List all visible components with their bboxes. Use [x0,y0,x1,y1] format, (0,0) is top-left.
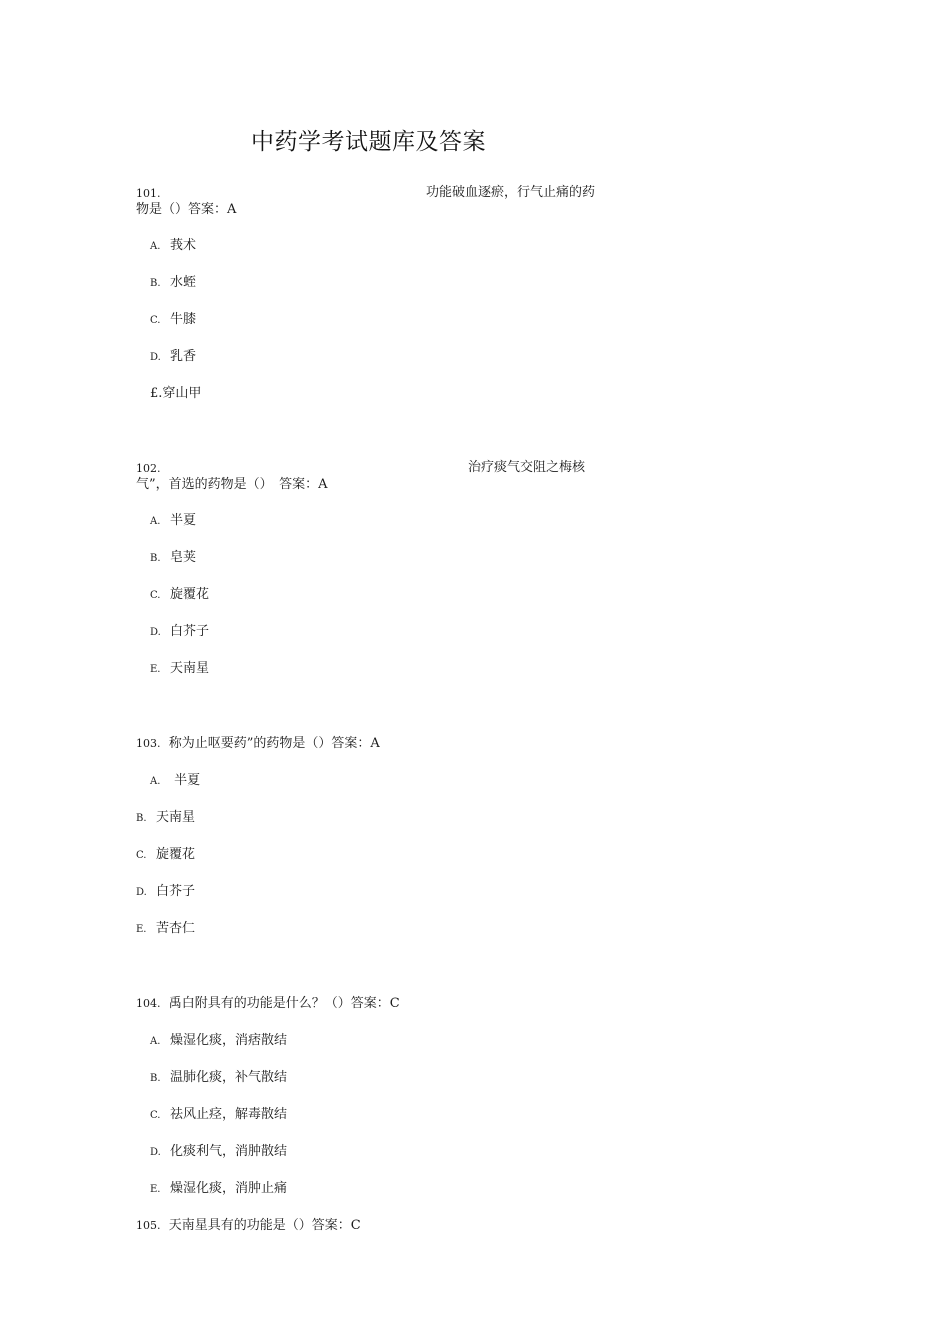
option-d: D. 白芥子 [136,884,196,899]
option-e: E. 苦杏仁 [136,921,196,936]
page-title: 中药学考试题库及答案 [251,129,486,155]
question-number: 102. [136,462,161,475]
question-number: 101. [136,187,161,200]
option-b: B. 皂荚 [150,550,197,565]
question-line: 105. 天南星具有的功能是（）答案：C [136,1218,361,1233]
option-c: C. 祛风止痉，解毒散结 [150,1107,288,1122]
question-stem-continued: 气”，首选的药物是（） 答案：A [136,477,328,492]
option-a: A. 燥湿化痰，消痞散结 [150,1033,288,1048]
option-c: C. 牛膝 [150,312,197,327]
option-a: A. 半夏 [150,773,201,788]
option-d: D. 白芥子 [150,624,210,639]
option-c: C. 旋覆花 [150,587,210,602]
question-line: 103. 称为止呕要药”的药物是（）答案：A [136,736,380,751]
option-c: C. 旋覆花 [136,847,196,862]
question-stem: 治疗痰气交阻之梅核 [468,460,586,475]
option-b: B. 温肺化痰，补气散结 [150,1070,288,1085]
option-e: E. 燥湿化痰，消肿止痛 [150,1181,288,1196]
option-b: B. 天南星 [136,810,196,825]
option-a: A. 半夏 [150,513,197,528]
question-stem-continued: 物是（）答案：A [136,202,237,217]
question-stem: 功能破血逐瘀，行气止痛的药 [426,185,596,200]
option-b: B. 水蛭 [150,275,197,290]
option-a: A. 莪术 [150,238,197,253]
option-e: E. 天南星 [150,661,210,676]
option-e: £.穿山甲 [150,386,202,401]
option-d: D. 化痰利气，消肿散结 [150,1144,288,1159]
option-d: D. 乳香 [150,349,197,364]
question-line: 104. 禹白附具有的功能是什么？（）答案：C [136,996,400,1011]
